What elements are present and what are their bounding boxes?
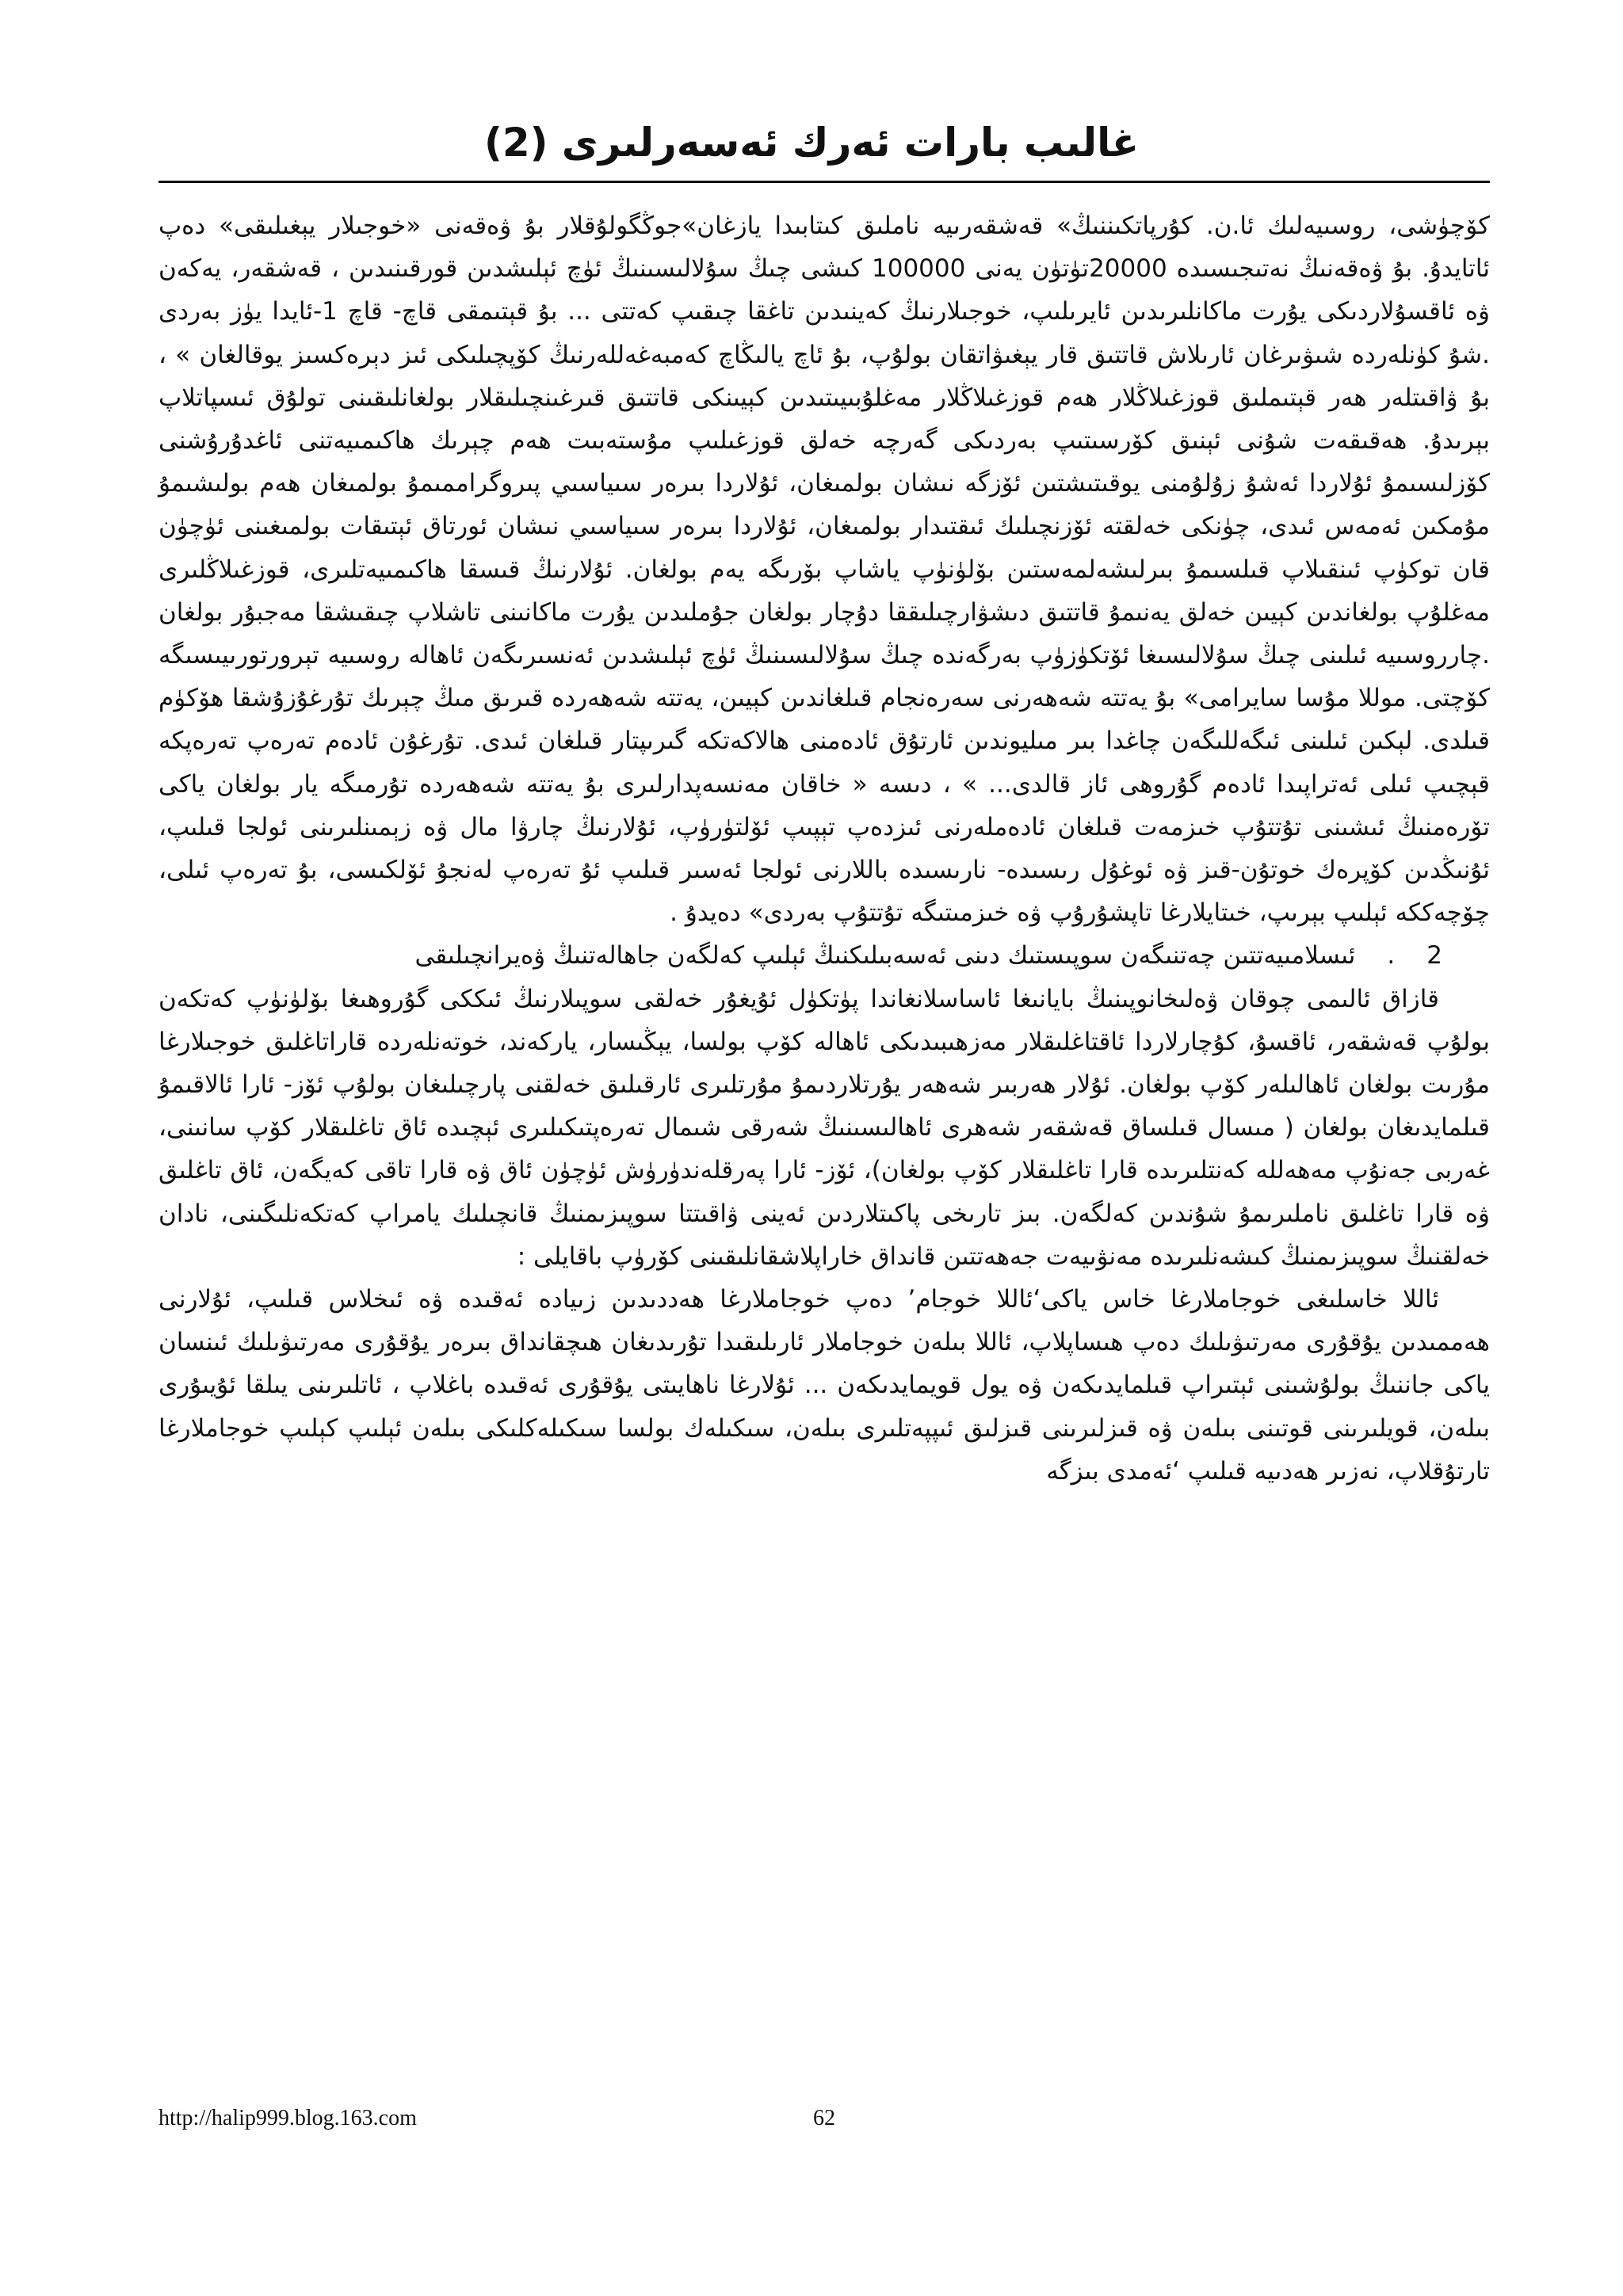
section-dot: .: [1387, 941, 1396, 971]
footer-url: http://halip999.blog.163.com: [158, 2106, 417, 2130]
section-heading-text: ئىسلامىيەتتىن چەتنىگەن سوپىستىك دىنى ئەسەبىلىكنىڭ ئېلىپ كەلگەن جاھالەتنىڭ ۋەيرانچىلىقى: [414, 941, 1356, 971]
body-paragraph-2: قازاق ئالىمى چوقان ۋەلىخانوپىنىڭ بايانىغا ئاساسلانغاندا پۈتكۈل ئۇيغۇر خەلقى سوپىلارنىڭ ئىككى گۇروھىغا بۆلۈنۈپ كەتكەن بولۇپ قەشقەر، ئاقسۇ، كۇچارلاردا ئاقتاغلىقلار مەزھىبىدىكى ئاھالە كۆپ بولسا، يېڭىسار، ياركەند، خوتەنلەردە قاراتاغلىق خوجىلارغا مۇرىت بولغان ئاھالىلەر كۆپ بولغان. ئۇلار ھەربىر شەھەر يۇرتلاردىمۇ مۇرتلىرى ئارقىلىق خەلقنى پارچىلىغان بولۇپ ئۆز- ئارا ئالاقىمۇ قىلمايدىغان بولغان ( مىسال قىلساق قەشقەر شەھرى ئاھالىسىنىڭ شەرقى شىمال تەرەپتىكىلىرى ئېچىدە ئاق تاغلىقلار كۆپ سانىنى، غەربى جەنۇپ مەھەللە كەنتلىرىدە قارا تاغلىقلار كۆپ بولغان)، ئۆز- ئارا پەرقلەندۈرۈش ئۈچۈن ئاق ۋە قارا تاقى كەيگەن، ئاق تاغلىق ۋە قارا تاغلىق ناملىرىمۇ شۇندىن كەلگەن. بىز تارىخى پاكىتلاردىن ئەينى ۋاقىتتا سوپىزىمنىڭ قانچىلىك يامراپ كەتكەنلىگىنى، نادان خەلقنىڭ سوپىزىمنىڭ كىشەنلىرىدە مەنۋىيەت جەھەتتىن قانداق خاراپلاشقانلىقىنى كۆرۈپ باقايلى :: [158, 984, 1490, 1271]
page-number: 62: [813, 2106, 835, 2130]
section-heading: [158, 934, 1490, 977]
section-number: 2: [1426, 941, 1442, 971]
document-body: [158, 204, 1490, 1493]
title-divider: [158, 181, 1490, 183]
page-title: غالىب بارات ئەرك ئەسەرلىرى (2): [483, 120, 1140, 166]
body-paragraph-1: كۆچۈشى، روسىيەلىك ئا.ن. كۇرپاتكىننىڭ» قەشقەرىيە ناملىق كىتابىدا يازغان»جوڭگولۇقلار بۇ ۋەقەنى «خوجىلار يېغىلىقى» دەپ ئاتايدۇ. بۇ ۋەقەنىڭ نەتىجىسىدە 20000تۈتۈن يەنى 100000 كىشى چىڭ سۇلالىسىنىڭ ئۈچ ئېلىشدىن قورقىنىدىن ، قەشقەر، يەكەن ۋە ئاقسۇلاردىكى يۇرت ماكانلىرىدىن ئايرىلىپ، خوجىلارنىڭ كەينىدىن تاغقا چىقىپ كەتتى ... بۇ قېتىمقى قاچ- قاچ 1-ئايدا يۈز بەردى .شۇ كۈنلەردە شىۋىرغان ئارىلاش قاتتىق قار يېغىۋاتقان بولۇپ، بۇ ئاچ يالىڭاچ كەمبەغەللەرنىڭ كۆپچىلىكى ئىز دېرەكسىز يوقالغان » ، بۇ ۋاقىتلەر ھەر قېتىملىق قوزغىلاڭلار ھەم قوزغىلاڭلار مەغلۇبىيىتىدىن كېيىنكى قاتتىق قىرغىنچىلىقلار بولغانلىقىنى تولۇق ئىسپاتلاپ بېرىدۇ. ھەقىقەت شۇنى ئېنىق كۆرسىتىپ بەردىكى گەرچە خەلق قوزغىلىپ مۇستەبىت ھەم چېرىك ھاكىمىيەتنى ئاغدۇرۇشنى كۆزلىسىمۇ ئۇلاردا ئەشۇ زۇلۇمنى يوقىتىشتىن ئۆزگە نىشان بولمىغان، ئۇلاردا بىرەر سىياسىي پىروگراممىمۇ بولمىغان ھەم بولىشىمۇ مۇمكىن ئەمەس ئىدى، چۈنكى خەلقتە ئۆزنچىلىك ئىقتىدار بولمىغان، ئۇلاردا بىرەر سىياسىي نىشان ئورتاق ئېتىقات بولمىغىنى ئۈچۈن قان توكۈپ ئىنقىلاپ قىلسىمۇ بىرلىشەلمەستىن بۆلۈنۈپ ياشاپ بۆرىگە يەم بولغان. ئۇلارنىڭ قىسقا ھاكىمىيەتلىرى، قوزغىلاڭلىرى مەغلۇپ بولغاندىن كېيىن خەلق يەنىمۇ قاتتىق دىشۋارچىلىققا دۇچار بولغان جۇملىدىن يۇرت ماكانىنى تاشلاپ چىقىشقا مەجبۇر بولغان .چارروسىيە ئىلىنى چىڭ سۇلالىسىغا ئۆتكۈزۈپ بەرگەندە چىڭ سۇلالىسىنىڭ ئۈچ ئېلىشدىن ئەنسىرىگەن ئاھالە روسىيە تېرورتورىيىسىگە كۆچتى. موللا مۇسا سايرامى» بۇ يەتتە شەھەرنى سەرەنجام قىلغاندىن كېيىن، يەتتە شەھەردە قىرىق مىڭ چېرىك تۇرغۇزۇشقا ھۆكۈم قىلدى. لېكىن ئىلىنى ئىگەللىگەن چاغدا بىر مىليوندىن ئارتۇق ئادەمنى ھالاكەتكە گىرىپتار قىلغان ئىدى. تۇرغۇن ئادەم تەرەپ تەرەپكە قېچىپ ئىلى ئەتراپىدا ئادەم گۇروھى ئاز قالدى... » ، دىسە « خاقان مەنسەپدارلىرى بۇ يەتتە شەھەردە تۇرمىگە يار بولغان ياكى تۆرەمنىڭ ئىشىنى تۇتتۇپ خىزمەت قىلغان ئادەملەرنى ئىزدەپ تېپىپ ئۆلتۈرۈپ، ئۇلارنىڭ چارۋا مال ۋە زېمىنلىرىنى ئولجا قىلىپ، ئۇنىڭدىن كۆپرەك خوتۇن-قىز ۋە ئوغۇل رىسىدە- نارىسىدە باللارنى ئولجا ئەسىر قىلىپ ئۇ تەرەپ لەنجۇ ئۆلكىسى، بۇ تەرەپ ئىلى، چۆچەككە ئېلىپ بېرىپ، خىتايلارغا تاپشۇرۇپ ۋە خىزمىتىگە تۇتتۇپ بەردى» دەيدۇ .: [158, 212, 1490, 928]
body-paragraph-3: ئاللا خاسلىغى خوجاملارغا خاس ياكى‘ئاللا خوجام’ دەپ خوجاملارغا ھەددىدىن زىيادە ئەقىدە ۋە ئىخلاس قىلىپ، ئۇلارنى ھەممىدىن يۇقۇرى مەرتىۋىلىك دەپ ھىساپلاپ، ئاللا بىلەن خوجاملار ئارىلىقىدا تۇرىدىغان ھىچقانداق بىرەر يۇقۇرى مەرتىۋىلىك ئىنسان ياكى جاننىڭ بولۇشىنى ئېتىراپ قىلمايدىكەن ۋە يول قويمايدىكەن ... ئۇلارغا ناھايىتى يۇقۇرى ئەقىدە باغلاپ ، ئاتلىرىنى يىلقا ئۇيىۇرى بىلەن، قويلىرىنى قوتىنى بىلەن ۋە قىزلىرىنى قىزلىق ئىپپەتلىرى بىلەن، سىكىلەك بولسا سىكىلەكلىكى بىلەن ئېلىپ كېلىپ خوجاملارغا تارتۇقلاپ، نەزىر ھەدىيە قىلىپ ‘ئەمدى بىزگە: [158, 1285, 1490, 1486]
